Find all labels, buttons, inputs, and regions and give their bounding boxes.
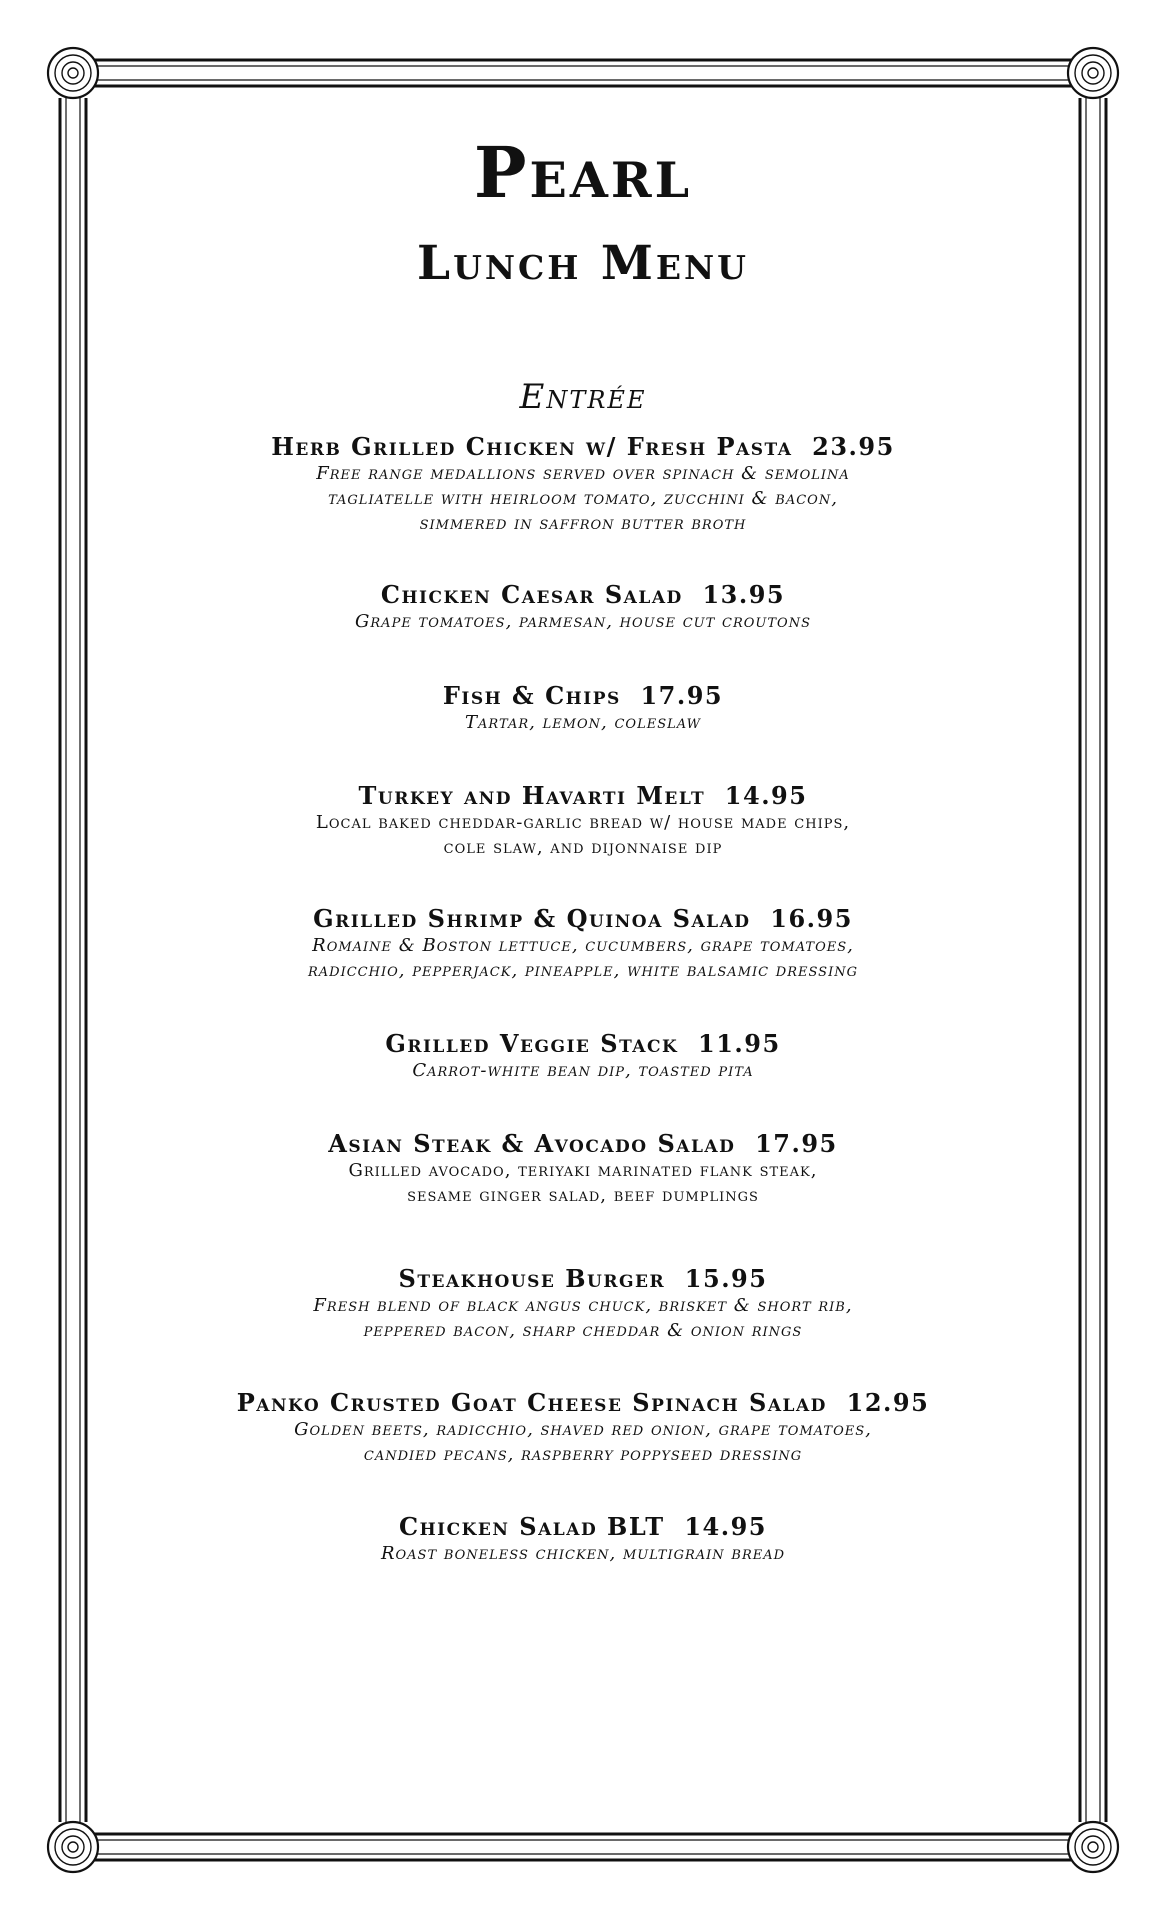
item-name: Panko Crusted Goat Cheese Spinach Salad 12.95: [236, 1388, 930, 1417]
section-title: Entrée: [519, 377, 647, 417]
item-name: Fish & Chips 17.95: [442, 681, 724, 710]
restaurant-name: Pearl: [473, 131, 693, 214]
item-description: Free range medallions served over spinach & semolina tagliatelle with heirloom tomato, zucchini & bacon, simmered in saffron butter broth: [316, 463, 850, 534]
menu-item: [110, 1264, 1056, 1343]
menu-item: [110, 781, 1056, 860]
item-description: Fresh blend of black angus chuck, brisket & short rib, peppered bacon, sharp cheddar & onion rings: [313, 1295, 853, 1341]
menu-item: [110, 1388, 1056, 1467]
menu-item: [110, 904, 1056, 983]
item-description: Grilled avocado, teriyaki marinated flank steak, sesame ginger salad, beef dumplings: [348, 1160, 818, 1206]
menu-item: [110, 1129, 1056, 1208]
item-name: Chicken Salad BLT 14.95: [399, 1512, 767, 1541]
item-description: Grape tomatoes, parmesan, house cut croutons: [355, 611, 811, 632]
menu-title: Lunch Menu: [417, 236, 749, 291]
item-name: Asian Steak & Avocado Salad 17.95: [328, 1129, 838, 1158]
menu-item: [110, 681, 1056, 735]
item-description: Roast boneless chicken, multigrain bread: [380, 1543, 786, 1564]
item-description: Local baked cheddar-garlic bread w/ house made chips, cole slaw, and dijonnaise dip: [315, 812, 851, 858]
menu-item: [110, 1029, 1056, 1083]
item-name: Steakhouse Burger 15.95: [398, 1264, 768, 1293]
menu-item: [110, 580, 1056, 634]
item-name: Chicken Caesar Salad 13.95: [380, 580, 786, 609]
item-description: Romaine & Boston lettuce, cucumbers, grape tomatoes, radicchio, pepperjack, pineapple, white balsamic dressing: [308, 935, 858, 981]
item-name: Grilled Shrimp & Quinoa Salad 16.95: [313, 904, 853, 933]
menu-item: [110, 1512, 1056, 1566]
menu-item: [110, 432, 1056, 536]
item-description: Tartar, lemon, coleslaw: [465, 712, 701, 733]
item-name: Herb Grilled Chicken w/ Fresh Pasta 23.95: [271, 432, 895, 461]
item-description: Carrot-white bean dip, toasted pita: [412, 1060, 754, 1081]
item-description: Golden beets, radicchio, shaved red onion, grape tomatoes, candied pecans, raspberry poppyseed dressing: [294, 1419, 872, 1465]
item-name: Turkey and Havarti Melt 14.95: [358, 781, 808, 810]
item-name: Grilled Veggie Stack 11.95: [385, 1029, 781, 1058]
